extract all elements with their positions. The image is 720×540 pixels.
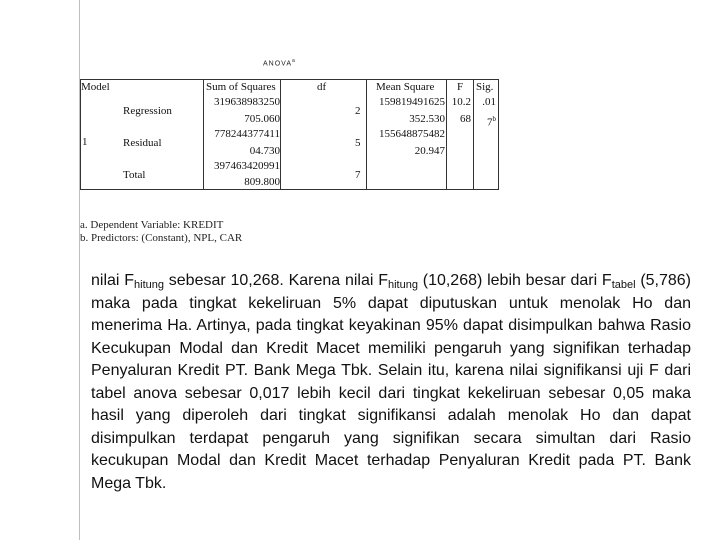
anova-title-footnote-mark: a <box>292 58 296 64</box>
model-number: 1 <box>82 136 88 148</box>
anova-title-text: ANOVA <box>263 60 292 68</box>
table-left-border <box>80 79 81 190</box>
regression-sum-of-squares-line1: 319638983250 <box>214 96 280 108</box>
total-df: 7 <box>355 169 361 181</box>
header-df: df <box>317 81 327 93</box>
total-sum-of-squares-line2: 809.800 <box>244 176 280 188</box>
regression-mean-square-line1: 159819491625 <box>379 96 445 108</box>
row-label-residual: Residual <box>123 137 162 149</box>
regression-sig-line2-value: 7 <box>487 116 493 129</box>
table-right-border <box>498 79 499 190</box>
header-f: F <box>457 81 464 93</box>
residual-mean-square-line1: 155648875482 <box>379 128 445 140</box>
column-divider <box>446 79 447 190</box>
anova-title <box>263 58 296 67</box>
regression-f-line1: 10.2 <box>451 96 471 108</box>
footnote-predictors: b. Predictors: (Constant), NPL, CAR <box>80 232 243 244</box>
column-divider <box>203 79 204 190</box>
column-divider <box>366 79 367 190</box>
table-footnotes <box>80 219 242 245</box>
subscript-hitung: hitung <box>134 279 164 291</box>
residual-mean-square-line2: 20.947 <box>414 145 445 157</box>
header-mean-square: Mean Square <box>376 81 435 93</box>
regression-sig-line1: .01 <box>482 96 496 108</box>
regression-sig-line2 <box>487 113 496 129</box>
body-paragraph <box>91 270 691 495</box>
header-sig: Sig. <box>476 81 494 93</box>
regression-sig-footnote-mark: b <box>492 115 496 123</box>
paragraph-text-1: nilai F <box>91 272 135 289</box>
table-bottom-border <box>80 189 499 190</box>
regression-sum-of-squares-line2: 705.060 <box>244 113 280 125</box>
column-divider <box>280 79 281 190</box>
total-sum-of-squares-line1: 397463420991 <box>214 160 280 172</box>
row-label-regression: Regression <box>123 105 172 117</box>
regression-df: 2 <box>355 105 361 117</box>
paragraph-text-4: (5,786) maka pada tingkat kekeliruan 5% dapat diputuskan untuk menolak Ho dan menerima Ha. Artinya, pada tingkat keyakinan 95% dapat disimpulkan bahwa Rasio Kecukupan Modal dan Kredit Macet memiliki pengaruh yang signifikan terhadap Penyaluran Kredit PT. Bank Mega Tbk. Selain itu, karena nilai signifikansi uji F dari tabel anova sebesar 0,017 lebih kecil dari tingkat kekeliruan sebesar 0,05 maka hasil yang diperoleh dari tingkat signifikansi adalah menolak Ho dan dapat disimpulkan terdapat pengaruh yang signifikan secara simultan dari Rasio kecukupan Modal dan Kredit Macet terhadap Penyaluran Kredit pada PT. Bank Mega Tbk. <box>91 272 692 492</box>
residual-sum-of-squares-line2: 04.730 <box>249 145 280 157</box>
subscript-tabel: tabel <box>611 279 636 291</box>
residual-df: 5 <box>355 137 361 149</box>
row-label-total: Total <box>123 169 146 181</box>
footnote-dependent-variable: a. Dependent Variable: KREDIT <box>80 219 224 231</box>
regression-mean-square-line2: 352.530 <box>409 113 445 125</box>
residual-sum-of-squares-line1: 778244377411 <box>214 128 280 140</box>
paragraph-text-2: sebesar 10,268. Karena nilai F <box>164 272 388 289</box>
regression-f-line2: 68 <box>460 113 471 125</box>
column-divider <box>473 79 474 190</box>
header-model: Model <box>81 81 110 93</box>
paragraph-text-3: (10,268) lebih besar dari F <box>417 272 612 289</box>
subscript-hitung: hitung <box>387 279 418 291</box>
anova-table <box>80 79 499 190</box>
header-sum-of-squares: Sum of Squares <box>206 81 276 93</box>
table-top-border <box>80 79 499 80</box>
